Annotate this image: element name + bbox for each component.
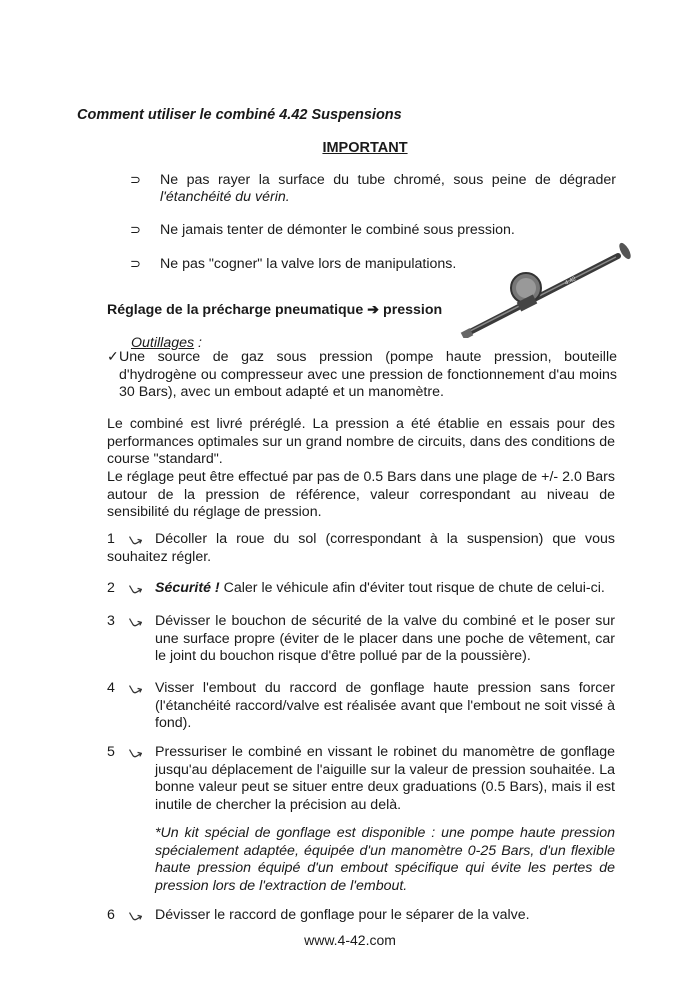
step-item [107,613,615,666]
document-title: Comment utiliser le combiné 4.42 Suspensions [77,107,402,123]
section-heading [107,302,442,318]
step-emphasis: Sécurité ! [155,580,220,596]
paragraph: Le combiné est livré préréglé. La pression a été établie en essais pour des performances optimales sur un grand nombre de circuits, dans des conditions de course "standard". [107,416,615,467]
step-item [107,744,615,814]
step-item [107,580,615,598]
warning-item [130,222,616,239]
step-text: Pressuriser le combiné en vissant le robinet du manomètre de gonflage jusqu'au déplacement de l'aiguille sur la valeur de pression souhaitée. La bonne valeur peut se situer entre deux graduations (0.5 Bars), mais il est inutile de chercher la précision au delà. [155,744,615,813]
hook-arrow-icon: ⊃ [130,256,141,271]
warning-text: Ne pas rayer la surface du tube chromé, sous peine de dégrader [160,172,616,188]
hook-arrow-icon [129,582,142,595]
step-text: Dévisser le raccord de gonflage pour le séparer de la valve. [155,907,530,923]
section-heading-text: Réglage de la précharge pneumatique [107,302,364,318]
step-text: Visser l'embout du raccord de gonflage haute pression sans forcer (l'étanchéité raccord/valve est réalisée avant que l'embout ne soit vissé à fond). [155,680,615,731]
checkmark-icon: ✓ [107,349,119,365]
footer-url: www.4-42.com [304,932,396,948]
tools-label-suffix: : [194,335,202,351]
hook-arrow-icon [129,615,142,628]
hook-arrow-icon: ⊃ [130,172,141,187]
step-number: 6 [107,907,115,923]
illustration-label: 4.42 [564,276,578,287]
step-number: 4 [107,680,115,696]
step-text: Décoller la roue du sol (correspondant à la suspension) que vous souhaitez régler. [107,531,615,565]
hook-arrow-icon [129,533,142,546]
hook-arrow-icon [129,746,142,759]
tool-item-text: Une source de gaz sous pression (pompe haute pression, bouteille d'hydrogène ou compresseur avec une pression de fonctionnement d'au moins 30 Bars), avec un embout adapté et un manomètre. [119,349,617,400]
important-heading: IMPORTANT [322,140,408,156]
arrow-right-icon: ➔ [367,302,380,318]
tool-item [107,349,617,402]
step-item [107,531,615,566]
warning-item [130,172,616,206]
step-text: Dévisser le bouchon de sécurité de la valve du combiné et le poser sur une surface propre (éviter de le placer dans une poche de vêtement, car le joint du bouchon risque d'être pollué par de la poussière). [155,613,615,664]
warning-text: Ne pas "cogner" la valve lors de manipulations. [160,256,457,272]
gauge-pump-icon [461,241,633,338]
hook-arrow-icon [129,909,142,922]
warning-text-italic: l'étanchéité du vérin. [160,189,290,205]
step-number: 5 [107,744,115,760]
step-item [107,680,615,733]
step-number: 1 [107,531,115,547]
paragraph: Le réglage peut être effectué par pas de 0.5 Bars dans une plage de +/- 2.0 Bars autour de la pression de référence, valeur correspondant au niveau de sensibilité du réglage de pression. [107,469,615,520]
warning-text: Ne jamais tenter de démonter le combiné sous pression. [160,222,515,238]
hook-arrow-icon: ⊃ [130,222,141,237]
tools-label-text: Outillages [131,335,195,351]
step-number: 2 [107,580,115,596]
pressure-gauge-illustration [448,238,648,338]
section-heading-text-after: pression [383,302,443,318]
step-number: 3 [107,613,115,629]
hook-arrow-icon [129,682,142,695]
step-text: Caler le véhicule afin d'éviter tout risque de chute de celui-ci. [219,580,605,596]
step-item [107,907,615,925]
kit-note: *Un kit spécial de gonflage est disponible : une pompe haute pression spécialement adaptée, équipée d'un manomètre 0-25 Bars, d'un flexible haute pression équipé d'un embout spécifique qui évite les pertes de pression lors de l'extraction de l'embout. [155,825,615,894]
